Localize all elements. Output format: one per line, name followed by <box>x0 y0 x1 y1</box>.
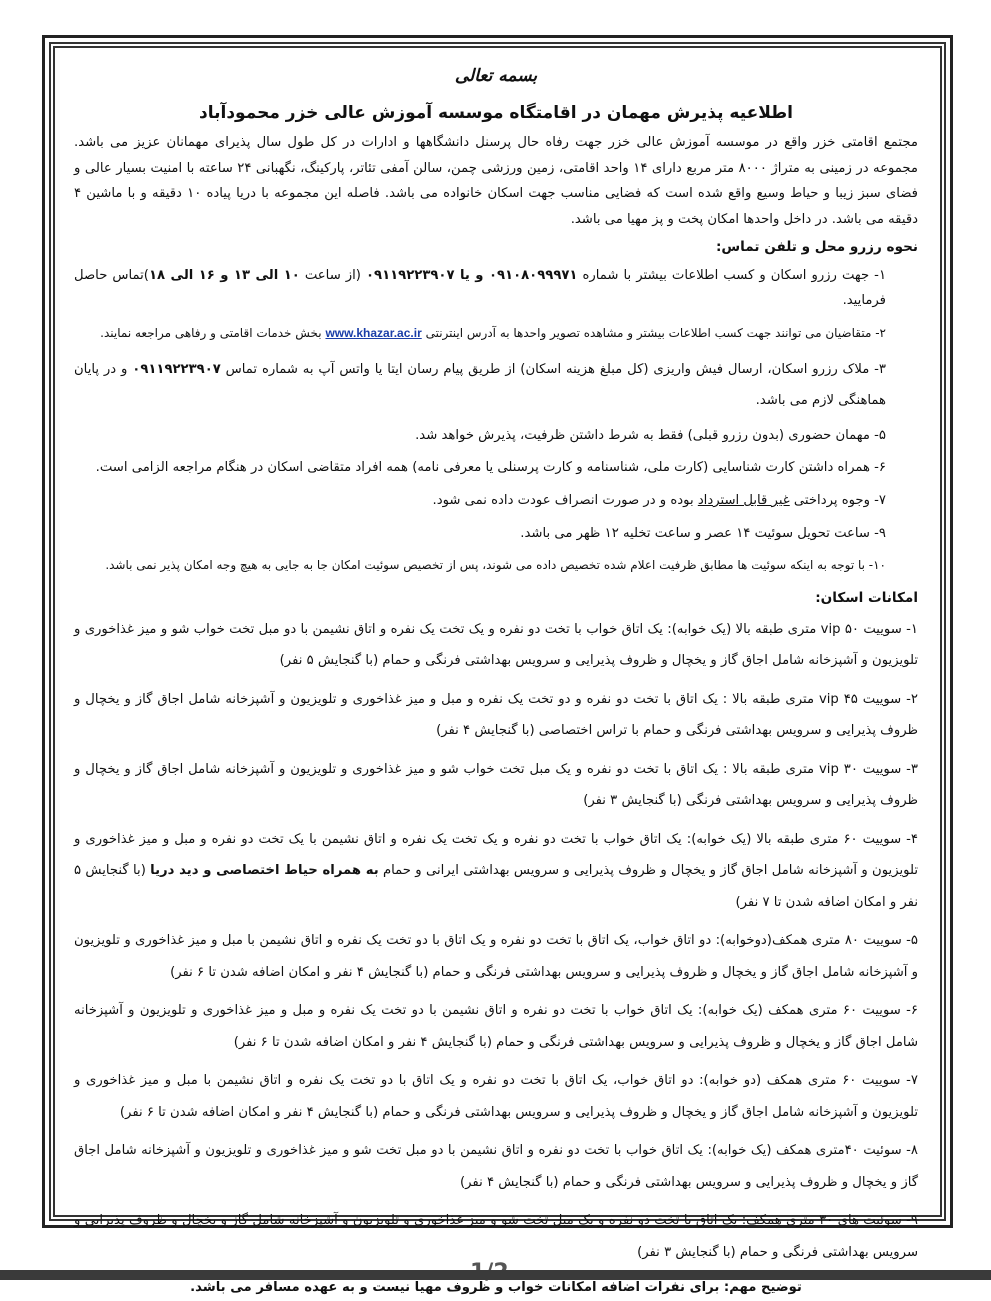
facility-item-7: ۷- سوییت ۶۰ متری همکف (دو خوابه): دو اتاق خواب، یک اتاق با تخت دو نفره و یک اتاق با دو تخت یک نفره و اتاق نشیمن با مبل و میز غذاخوری و تلویزیون و آشپزخانه شامل اجاق گاز و یخچال و ظروف پذیرایی و سرویس بهداشتی فرنگی و حمام (با گنجایش ۴ نفر و امکان اضافه شدن تا ۶ نفر) <box>74 1073 918 1120</box>
facility-item-4: ۴- سوییت ۶۰ متری طبقه بالا (یک خوابه): یک اتاق خواب با تخت دو نفره و یک تخت یک نفره و اتاق نشیمن با یک تخت دو نفره و مبل و میز غذاخوری و تلویزیون و آشپزخانه شامل اجاق گاز و یخچال و ظروف پذیرایی و سرویس بهداشتی ایرانی و حمام به همراه حیاط اختصاصی و دید دریا (با گنجایش ۵ نفر و امکان اضافه شدن تا ۷ نفر) <box>74 831 918 910</box>
intro-paragraph: مجتمع اقامتی خزر واقع در موسسه آموزش عالی خزر جهت رفاه حال پرسنل دانشگاهها و ادارات در کل طول سال پذیرای مهمانان عزیز می باشد. مجموعه در زمینی به متراژ ۸۰۰۰ متر مربع دارای ۱۴ واحد اقامتی، زمین ورزشی چمن، سالن آمفی تئاتر، پارکینگ، نگهبانی ۲۴ ساعته با امنیت بسیار عالی و فضای سبز زیبا و حیاط وسیع واقع شده است که فضایی مناسب جهت اسکان خانواده می باشد. فاصله این مجموعه با دریا پیاده ۱۰ دقیقه و با ماشین ۴ دقیقه می باشد. در داخل واحدها امکان پخت و پز مهیا می باشد. <box>74 135 918 228</box>
facility-item-9: ۹- سوئیت های ۳۰ متری همکف: یک اتاق با تخت دو نفره و یک مبل تخت شو و میز غذاخوری و تلویزیون و آشپزخانه شامل گاز و یخچال و ظروف پذیرایی و سرویس بهداشتی فرنگی و حمام (با گنجایش ۳ نفر) <box>74 1213 919 1260</box>
reservation-item-7: ۷- وجوه پرداختی غیر قابل استرداد بوده و در صورت انصراف عودت داده نمی شود. <box>432 493 886 509</box>
reservation-item-5: ۵- مهمان حضوری (بدون رزرو قبلی) فقط به شرط داشتن ظرفیت، پذیرش خواهد شد. <box>415 427 886 443</box>
reservation-item-10: ۱۰- با توجه به اینکه سوئیت ها مطابق ظرفیت اعلام شده تخصیص داده می شوند، پس از تخصیص سوئیت امکان جا به جایی به هیچ وجه امکان پذیر نمی باشد. <box>105 558 886 573</box>
facilities-heading: امکانات اسکان: <box>815 590 918 607</box>
facility-item-5: ۵- سوییت ۸۰ متری همکف(دوخوابه): دو اتاق خواب، یک اتاق با تخت دو نفره و یک اتاق با دو تخت یک نفره و اتاق نشیمن با مبل و میز غذاخوری و تلویزیون و آشپزخانه شامل اجاق گاز و یخچال و ظروف پذیرایی و سرویس بهداشتی فرنگی و حمام (با گنجایش ۴ نفر و امکان اضافه شدن تا ۶ نفر) <box>74 933 918 980</box>
reservation-item-1: ۱- جهت رزرو اسکان و کسب اطلاعات بیشتر با شماره ۰۹۱۰۸۰۹۹۹۷۱ و یا ۰۹۱۱۹۲۲۳۹۰۷ (از ساعت ۱۰ الی ۱۳ و ۱۶ الی ۱۸)تماس حاصل فرمایید. <box>74 267 887 309</box>
viewer-bottom-bar <box>0 1270 991 1280</box>
facility-item-8: ۸- سوئیت ۴۰متری همکف (یک خوابه): یک اتاق خواب با تخت دو نفره و اتاق نشیمن با دو مبل تخت شو و میز غذاخوری و تلویزیون و آشپزخانه شامل اجاق گاز و یخچال و ظروف پذیرایی و سرویس بهداشتی فرنگی و حمام (با گنجایش ۴ نفر) <box>74 1143 918 1190</box>
reservation-heading: نحوه رزرو محل و تلفن تماس: <box>715 238 918 255</box>
facility-item-3: ۳- سوییت ۳۰ vip متری طبقه بالا : یک اتاق با تخت دو نفره و یک مبل تخت خواب شو و میز غذاخوری و تلویزیون و آشپزخانه شامل اجاق گاز و یخچال و ظروف پذیرایی و سرویس بهداشتی فرنگی (با گنجایش ۳ نفر) <box>74 761 918 809</box>
bismillah-heading: بسمه تعالی <box>454 66 538 86</box>
non-refundable-text: غیر قابل استرداد <box>697 493 790 509</box>
reservation-item-3: ۳- ملاک رزرو اسکان، ارسال فیش واریزی (کل مبلغ هزینه اسکان) از طریق پیام رسان ایتا یا واتس آپ به شماره تماس ۰۹۱۱۹۲۲۳۹۰۷ و در پایان هماهنگی لازم می باشد. <box>74 361 887 408</box>
facility-item-1: ۱- سوییت ۵۰ vip متری طبقه بالا (یک خوابه): یک اتاق خواب با تخت دو نفره و یک تخت یک نفره و اتاق نشیمن با دو مبل تخت خواب شو و میز غذاخوری و تلویزیون و آشپزخانه شامل اجاق گاز و یخچال و ظروف پذیرایی و سرویس بهداشتی فرنگی و حمام (با گنجایش ۵ نفر) <box>74 621 918 669</box>
reservation-item-6: ۶- همراه داشتن کارت شناسایی (کارت ملی، شناسنامه و کارت پرسنلی یا معرفی نامه) همه افراد متقاضی اسکان در هنگام مراجعه الزامی است. <box>95 460 886 476</box>
facility-item-6: ۶- سوییت ۶۰ متری همکف (یک خوابه): یک اتاق خواب با تخت دو نفره و اتاق نشیمن با دو تخت یک نفره و مبل و میز غذاخوری و تلویزیون و آشپزخانه شامل اجاق گاز و یخچال و ظروف پذیرایی و سرویس بهداشتی فرنگی و حمام (با گنجایش ۴ نفر و امکان اضافه شدن تا ۶ نفر) <box>74 1003 918 1050</box>
website-link[interactable]: www.khazar.ac.ir <box>325 325 422 340</box>
notice-document <box>74 62 919 1296</box>
private-yard-sea-view: به همراه حیاط اختصاصی و دید دریا <box>150 863 379 879</box>
important-note: توضیح مهم: برای نفرات اضافه امکانات خواب و ظروف مهیا نیست و به عهده مسافر می باشد. <box>190 1280 802 1296</box>
reservation-hours: ۱۰ الی ۱۳ و ۱۶ الی ۱۸ <box>148 267 300 283</box>
facility-item-2: ۲- سوییت vip ۴۵ متری طبقه بالا : یک اتاق با تخت دو نفره و دو تخت یک نفره و مبل و میز غذاخوری و تلویزیون و آشپزخانه شامل اجاق گاز و یخچال و ظروف پذیرایی و سرویس بهداشتی فرنگی و حمام با تراس اختصاصی (با گنجایش ۴ نفر) <box>74 691 918 739</box>
reservation-phone: ۰۹۱۱۹۲۲۳۹۰۷ <box>132 361 221 377</box>
notice-title: اطلاعیه پذیرش مهمان در اقامتگاه موسسه آموزش عالی خزر محمودآباد <box>199 103 793 123</box>
reservation-item-9: ۹- ساعت تحویل سوئیت ۱۴ عصر و ساعت تخلیه ۱۲ ظهر می باشد. <box>520 525 886 541</box>
reservation-phones: ۰۹۱۰۸۰۹۹۹۷۱ و یا ۰۹۱۱۹۲۲۳۹۰۷ <box>365 267 578 283</box>
reservation-item-2: ۲- متقاضیان می توانند جهت کسب اطلاعات بیشتر و مشاهده تصویر واحدها به آدرس اینترنتی www.khazar.ac.ir بخش خدمات اقامتی و رفاهی مراجعه نمایند. <box>100 325 886 340</box>
